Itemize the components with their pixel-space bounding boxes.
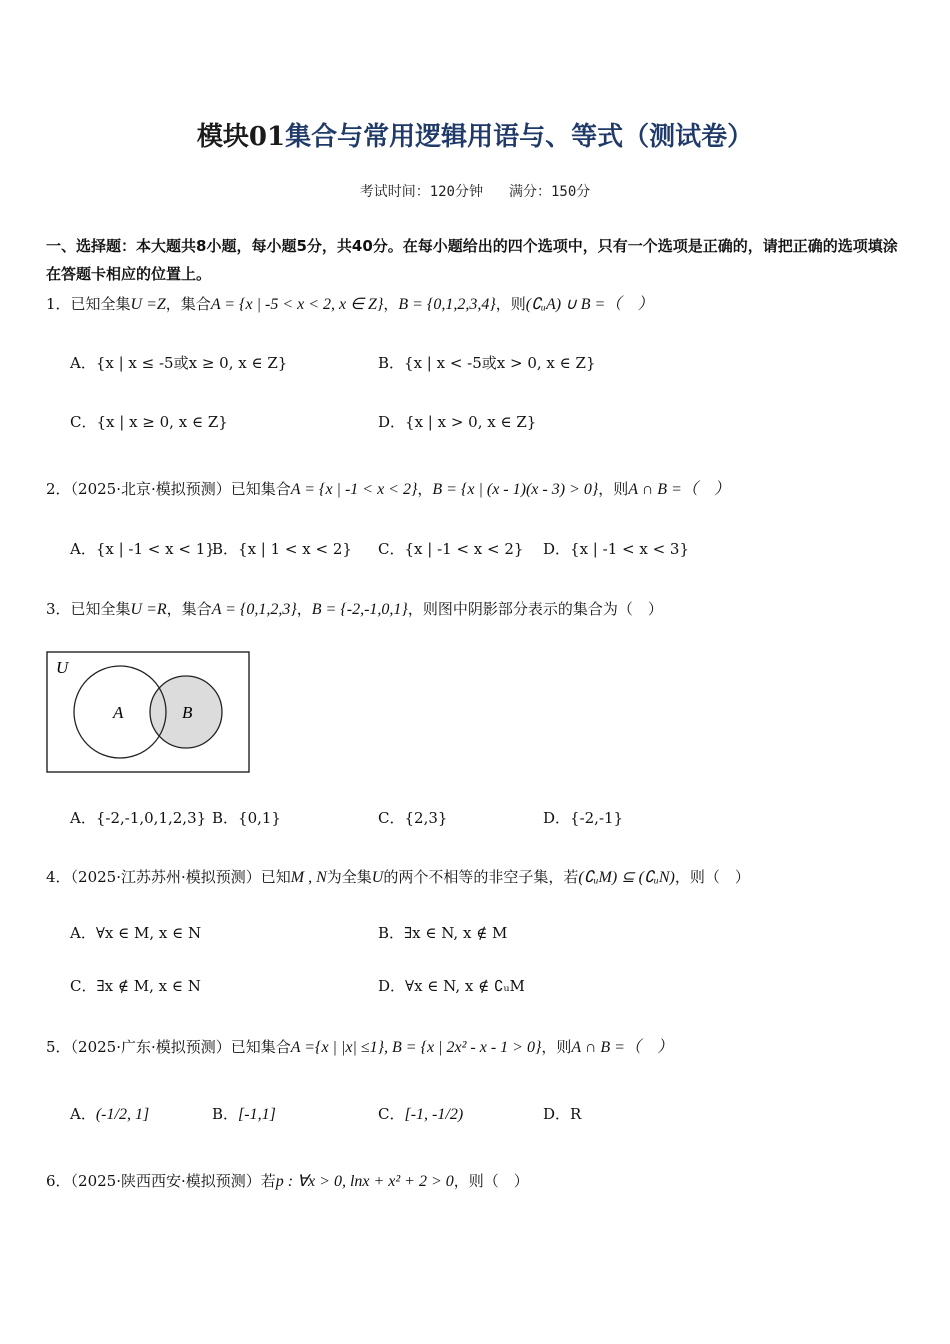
label-b: B <box>182 703 193 722</box>
q2-option-c[interactable]: C．{x | -1 < x < 2} <box>378 540 524 558</box>
q3-option-d[interactable]: D．{-2,-1} <box>543 809 624 827</box>
exam-time: 考试时间：120分钟 <box>359 184 483 200</box>
question-6: 6．（2025·陕西西安·模拟预测）若p : ∀x > 0, lnx + x² + 2 > 0，则（ ） <box>46 1172 529 1190</box>
q5-option-b[interactable]: B．[-1,1] <box>212 1105 276 1123</box>
q3-option-c[interactable]: C．{2,3} <box>378 809 448 827</box>
q2-option-b[interactable]: B．{x | 1 < x < 2} <box>212 540 352 558</box>
question-2: 2．（2025·北京·模拟预测）已知集合A = {x | -1 < x < 2}，B = {x | (x - 1)(x - 3) > 0}，则A ∩ B =（ ） <box>46 480 730 498</box>
q5-option-c[interactable]: C．[-1, -1/2) <box>378 1105 464 1123</box>
q4-option-c[interactable]: C．∃x ∉ M, x ∈ N <box>70 977 201 995</box>
q5-option-a[interactable]: A．(-1/2, 1] <box>70 1105 150 1123</box>
section-heading: 一、选择题：本大题共8小题，每小题5分，共40分。在每小题给出的四个选项中，只有一个选项是正确的，请把正确的选项填涂在答题卡相应的位置上。 <box>46 237 898 283</box>
q4-option-a[interactable]: A．∀x ∈ M, x ∈ N <box>70 924 202 942</box>
q3-option-a[interactable]: A．{-2,-1,0,1,2,3} <box>70 809 207 827</box>
venn-diagram <box>46 651 252 775</box>
exam-info <box>0 181 950 201</box>
page-title: 模块01集合与常用逻辑用语与、等式（测试卷） <box>196 122 754 152</box>
q5-option-d[interactable]: D．R <box>543 1105 582 1123</box>
q4-option-d[interactable]: D．∀x ∈ N, x ∉ ∁ᵤM <box>378 977 525 995</box>
question-3: 3．已知全集U =R，集合A = {0,1,2,3}，B = {-2,-1,0,1}，则图中阴影部分表示的集合为（ ） <box>46 600 663 618</box>
exam-score: 满分：150分 <box>509 184 591 200</box>
question-4: 4．（2025·江苏苏州·模拟预测）已知M , N为全集U的两个不相等的非空子集，若(∁ᵤM) ⊆ (∁ᵤN)，则（ ） <box>46 868 750 886</box>
q4-option-b[interactable]: B．∃x ∈ N, x ∉ M <box>378 924 508 942</box>
q1-option-c[interactable]: C．{x | x ≥ 0, x ∈ Z} <box>70 413 228 431</box>
q3-option-b[interactable]: B．{0,1} <box>212 809 281 827</box>
q2-option-d[interactable]: D．{x | -1 < x < 3} <box>543 540 689 558</box>
label-a: A <box>113 703 124 722</box>
q1-option-d[interactable]: D．{x | x > 0, x ∈ Z} <box>378 413 537 431</box>
label-u: U <box>56 658 69 677</box>
question-1: 1．已知全集U =Z，集合A = {x | -5 < x < 2, x ∈ Z}，B = {0,1,2,3,4}，则(∁ᵤA) ∪ B =（ ） <box>46 295 654 313</box>
q1-option-a[interactable]: A．{x | x ≤ -5或x ≥ 0, x ∈ Z} <box>70 354 288 372</box>
question-5: 5．（2025·广东·模拟预测）已知集合A ={x | |x| ≤1}, B = {x | 2x² - x - 1 > 0}，则A ∩ B =（ ） <box>46 1038 673 1056</box>
q2-option-a[interactable]: A．{x | -1 < x < 1} <box>70 540 215 558</box>
q1-option-b[interactable]: B．{x | x < -5或x > 0, x ∈ Z} <box>378 354 596 372</box>
